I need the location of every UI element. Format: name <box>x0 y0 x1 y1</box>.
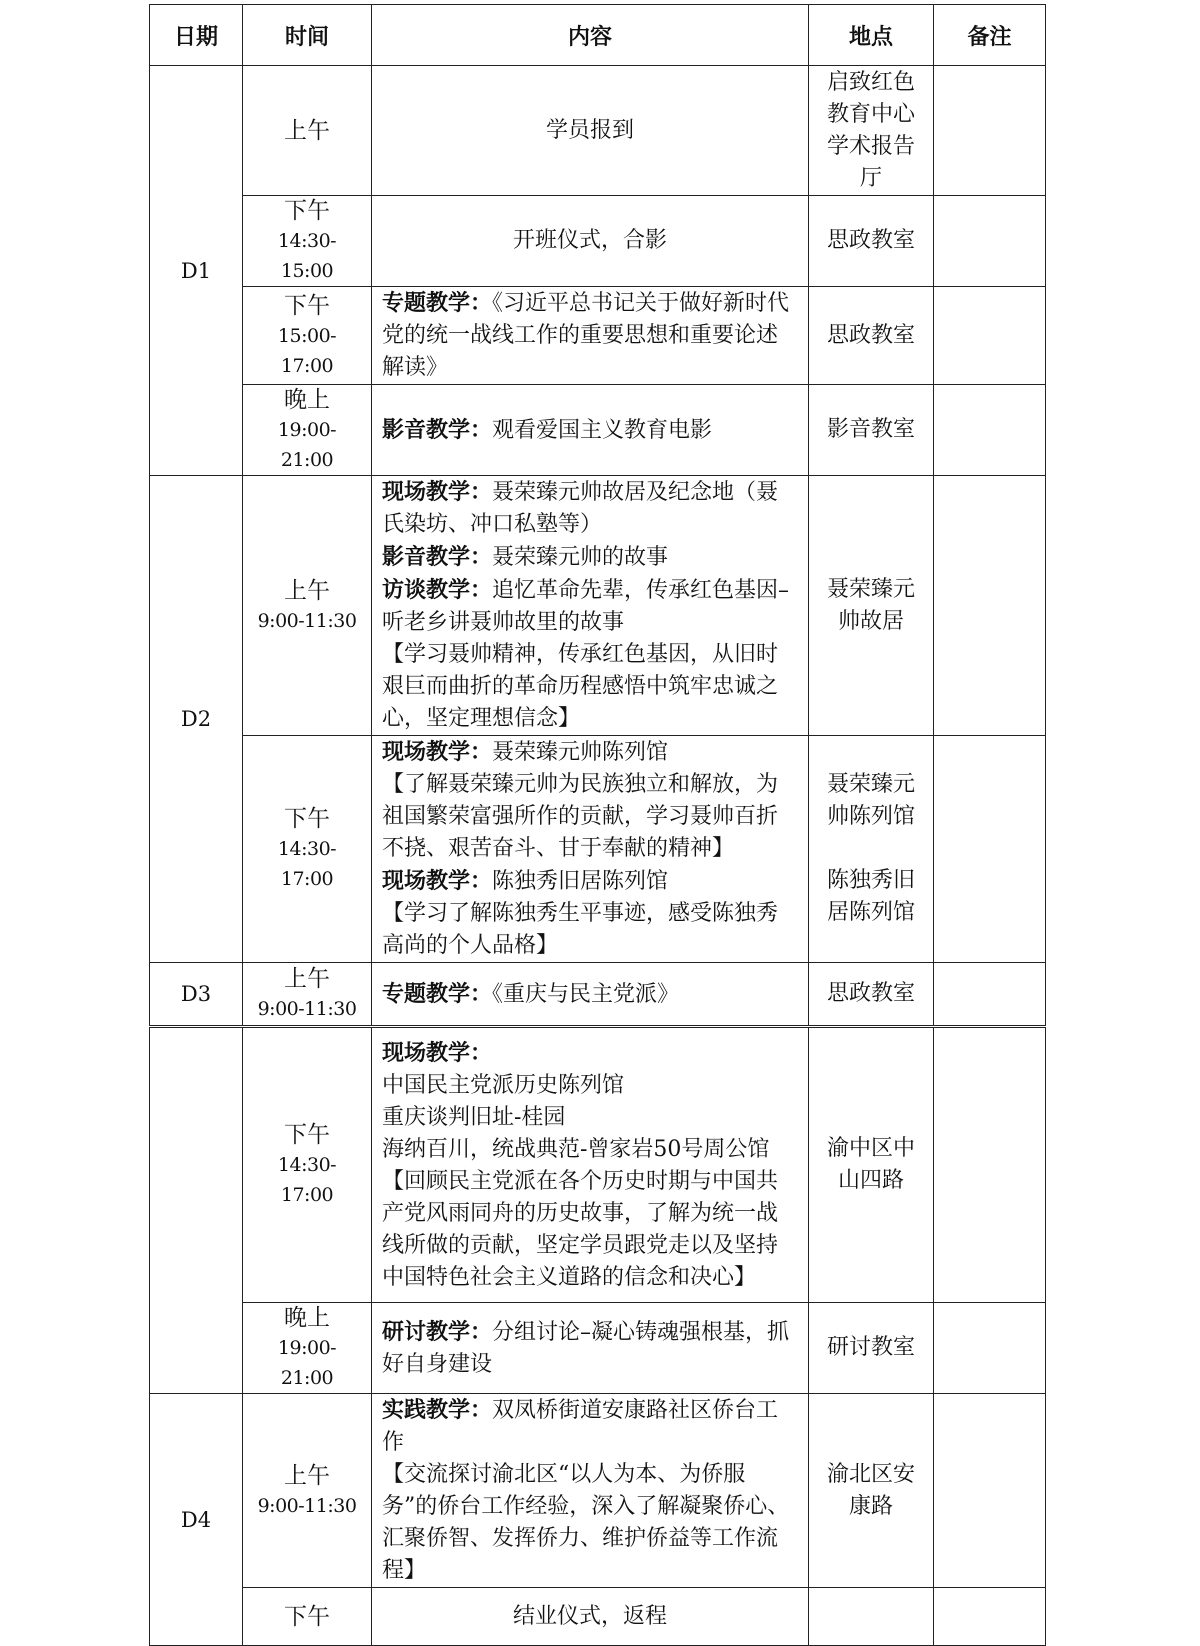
teaching-type: 专题教学： <box>382 980 493 1007</box>
place-cell <box>809 1588 934 1646</box>
note-cell <box>934 1027 1046 1303</box>
table-row <box>150 1588 1046 1646</box>
table-row <box>150 1027 1046 1303</box>
content-line <box>382 736 798 769</box>
teaching-type: 现场教学： <box>382 479 493 505</box>
time-cell <box>243 1394 372 1588</box>
table-row <box>150 385 1046 476</box>
time-cell <box>243 1588 372 1646</box>
teaching-content: 分组讨论–凝心铸魂强根基，抓好自身建设 <box>382 1319 790 1377</box>
place-cell: 启致红色教育中心学术报告厅 <box>809 66 934 196</box>
time-range: 14:30-17:00 <box>277 838 337 890</box>
time-cell <box>243 963 372 1027</box>
teaching-content: 聂荣臻元帅的故事 <box>492 545 669 570</box>
time-cell <box>243 476 372 736</box>
place-cell <box>809 736 934 963</box>
teaching-type: 访谈教学： <box>382 577 493 603</box>
teaching-content: 观看爱国主义教育电影 <box>492 417 713 443</box>
period: 上午 <box>284 577 330 604</box>
day-cell: D3 <box>150 963 243 1027</box>
period: 晚上 <box>284 1305 330 1331</box>
teaching-type: 现场教学： <box>382 868 493 894</box>
objective-text: 【交流探讨渝北区“以人为本、为侨服务”的侨台工作经验，深入了解凝聚侨心、汇聚侨智、发挥侨力、维护侨益等工作流程】 <box>382 1462 790 1583</box>
content-cell <box>372 1027 809 1303</box>
content-line <box>382 865 798 898</box>
objective-text: 【学习聂帅精神，传承红色基因，从旧时艰巨而曲折的革命历程感悟中筑牢忠诚之心，坚定理想信念】 <box>382 642 779 731</box>
content-cell: 结业仪式，返程 <box>372 1588 809 1646</box>
content-line <box>382 476 798 541</box>
note-cell <box>934 1588 1046 1646</box>
note-cell <box>934 736 1046 963</box>
time-range: 9:00-11:30 <box>257 609 357 632</box>
header-time: 时间 <box>243 5 372 66</box>
content-cell <box>372 385 809 476</box>
period: 下午 <box>284 292 330 319</box>
content-cell <box>372 963 809 1027</box>
time-range: 14:30-17:00 <box>277 1154 337 1206</box>
note-cell <box>934 1394 1046 1588</box>
teaching-type: 现场教学： <box>382 739 493 765</box>
teaching-content: 陈独秀旧居陈列馆 <box>492 869 669 894</box>
content-cell <box>372 1303 809 1394</box>
place-cell: 聂荣臻元帅故居 <box>809 476 934 736</box>
note-cell <box>934 66 1046 196</box>
content-cell <box>372 1394 809 1588</box>
time-range: 9:00-11:30 <box>257 1494 357 1517</box>
time-cell <box>243 1027 372 1303</box>
teaching-type: 现场教学： <box>382 1039 493 1066</box>
table-row <box>150 963 1046 1027</box>
teaching-type: 实践教学： <box>382 1397 493 1423</box>
content-line <box>382 1037 798 1070</box>
content-line <box>382 541 798 574</box>
table-row <box>150 1303 1046 1394</box>
period: 下午 <box>284 806 330 832</box>
content-line: 重庆谈判旧址-桂园 <box>382 1104 566 1130</box>
time-cell <box>243 196 372 287</box>
teaching-content: 双凤桥街道安康路社区侨台工作 <box>382 1398 779 1455</box>
teaching-content: 《重庆与民主党派》 <box>492 981 680 1007</box>
time-range: 19:00-21:00 <box>277 419 337 471</box>
note-cell <box>934 196 1046 287</box>
place-cell: 思政教室 <box>809 963 934 1027</box>
note-cell <box>934 1303 1046 1394</box>
time-cell <box>243 66 372 196</box>
content-line: 海纳百川，统战典范-曾家岩50号周公馆 <box>382 1136 770 1162</box>
place-line: 陈独秀旧居陈列馆 <box>826 868 915 925</box>
content-line: 中国民主党派历史陈列馆 <box>382 1072 625 1098</box>
period: 上午 <box>284 966 330 992</box>
period: 下午 <box>284 1603 330 1630</box>
content-cell <box>372 476 809 736</box>
period: 下午 <box>284 1122 330 1148</box>
objective-text: 【回顾民主党派在各个历史时期与中国共产党风雨同舟的历史故事，了解为统一战线所做的贡献，坚定学员跟党走以及坚持中国特色社会主义道路的信念和决心】 <box>382 1168 779 1290</box>
header-note: 备注 <box>934 5 1046 66</box>
header-date: 日期 <box>150 5 243 66</box>
place-cell: 思政教室 <box>809 287 934 385</box>
content-line <box>382 1394 798 1459</box>
note-cell <box>934 385 1046 476</box>
teaching-content: 聂荣臻元帅陈列馆 <box>492 740 669 765</box>
teaching-type: 专题教学： <box>382 290 493 316</box>
period: 晚上 <box>284 387 330 413</box>
day-cell: D2 <box>150 476 243 963</box>
note-cell <box>934 963 1046 1027</box>
place-cell: 思政教室 <box>809 196 934 287</box>
place-cell: 研讨教室 <box>809 1303 934 1394</box>
time-range: 19:00-21:00 <box>277 1337 337 1389</box>
time-cell <box>243 736 372 963</box>
header-place: 地点 <box>809 5 934 66</box>
time-cell <box>243 385 372 476</box>
period: 下午 <box>284 198 330 224</box>
table-row <box>150 287 1046 385</box>
teaching-type: 研讨教学： <box>382 1318 493 1345</box>
time-range: 9:00-11:30 <box>257 998 357 1020</box>
teaching-content: 追忆革命先辈，传承红色基因–听老乡讲聂帅故里的故事 <box>382 578 790 635</box>
objective-text: 【了解聂荣臻元帅为民族独立和解放，为祖国繁荣富强所作的贡献，学习聂帅百折不挠、艰苦奋斗、甘于奉献的精神】 <box>382 772 779 861</box>
schedule-table <box>149 4 1046 1646</box>
place-line: 聂荣臻元帅陈列馆 <box>826 772 915 829</box>
time-cell <box>243 287 372 385</box>
teaching-type: 影音教学： <box>382 544 493 570</box>
content-cell <box>372 287 809 385</box>
content-line <box>382 574 798 639</box>
time-cell <box>243 1303 372 1394</box>
table-row <box>150 196 1046 287</box>
content-cell: 学员报到 <box>372 66 809 196</box>
note-cell <box>934 476 1046 736</box>
teaching-content: 《习近平总书记关于做好新时代党的统一战线工作的重要思想和重要论述解读》 <box>382 291 790 380</box>
period: 上午 <box>284 1462 330 1489</box>
note-cell <box>934 287 1046 385</box>
table-row <box>150 476 1046 736</box>
table-row <box>150 66 1046 196</box>
header-row <box>150 5 1046 66</box>
table-row <box>150 1394 1046 1588</box>
time-range: 15:00-17:00 <box>277 324 337 377</box>
place-cell: 渝北区安康路 <box>809 1394 934 1588</box>
header-content: 内容 <box>372 5 809 66</box>
period: 上午 <box>284 117 330 144</box>
table-row <box>150 736 1046 963</box>
place-cell: 影音教室 <box>809 385 934 476</box>
day-cell <box>150 1027 243 1394</box>
day-cell: D1 <box>150 66 243 476</box>
place-cell: 渝中区中山四路 <box>809 1027 934 1303</box>
content-cell <box>372 736 809 963</box>
day-cell: D4 <box>150 1394 243 1646</box>
teaching-type: 影音教学： <box>382 416 493 443</box>
teaching-content: 聂荣臻元帅故居及纪念地（聂氏染坊、冲口私塾等） <box>382 480 779 537</box>
objective-text: 【学习了解陈独秀生平事迹，感受陈独秀高尚的个人品格】 <box>382 901 779 958</box>
time-range: 14:30-15:00 <box>277 230 337 282</box>
content-cell: 开班仪式，合影 <box>372 196 809 287</box>
